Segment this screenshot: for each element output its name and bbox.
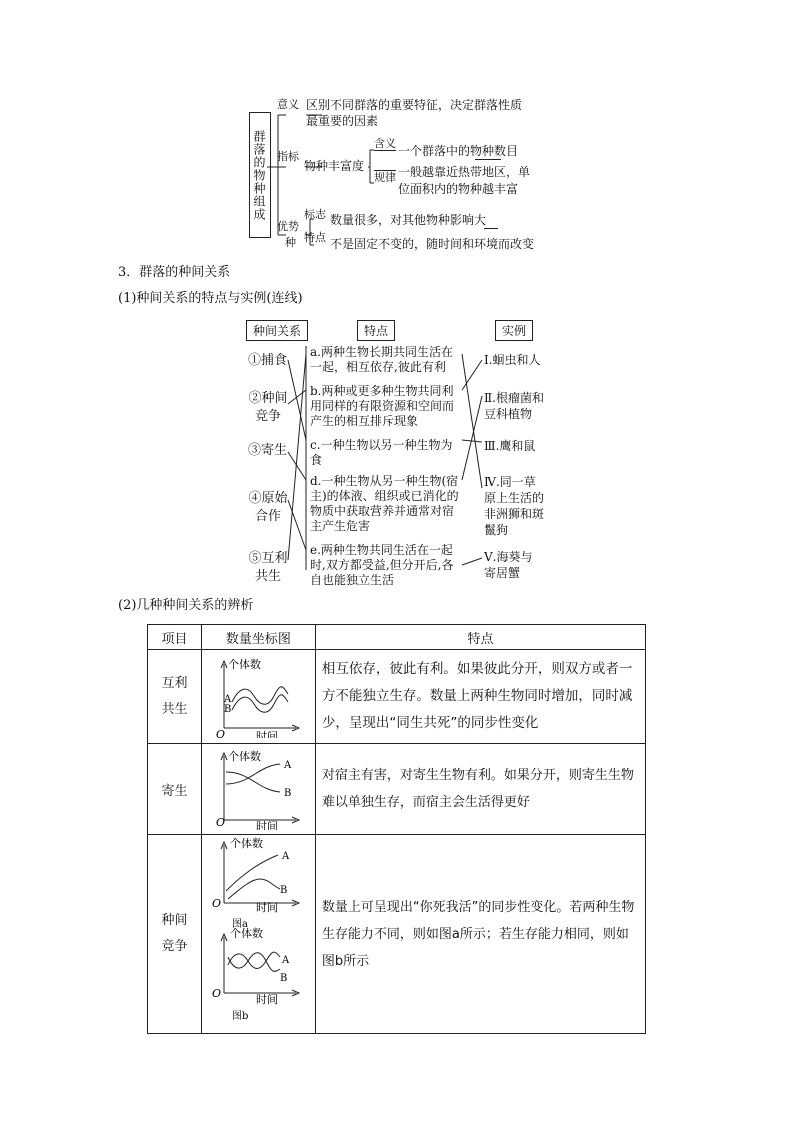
feature-text: 不是固定不变的，随时间和环境而改变 <box>330 237 535 251</box>
label-a: A <box>223 693 232 705</box>
yaxis-label: 个体数 <box>227 657 261 671</box>
competition-graphs <box>202 835 314 1029</box>
relation-3: ③寄生 <box>248 443 288 458</box>
xaxis-label: 时间 <box>255 901 278 914</box>
definition-text-2: 最重要的因素 <box>306 114 379 128</box>
example-5: Ⅴ.海葵与寄居蟹 <box>484 550 533 580</box>
graph-mutualism <box>201 650 315 744</box>
rule-tag: 规律 <box>374 171 396 184</box>
row-feature-mutualism: 相互依存，彼此有利。如果彼此分开，则双方或者一方不能独立生存。数量上两种生物同时增加，同时减少，呈现出“同生共死”的同步性变化 <box>315 650 645 744</box>
label-b: B <box>283 788 292 799</box>
feature-e: e.两种生物共同生活在一起时,双方都受益,但分开后,各自也能独立生活 <box>310 543 454 587</box>
label-a: A <box>283 760 292 771</box>
graph-parasitism <box>201 744 315 835</box>
row-feature-competition: 数量上可呈现出“你死我活”的同步性变化。若两种生物生存能力不同，则如图a所示；若生存能力相同，则如图b所示 <box>315 835 645 1034</box>
feature-b: b.两种或更多种生物共同利用同样的有限资源和空间而产生的相互排斥现象 <box>310 384 455 428</box>
sub1-title: (1)种间关系的特点与实例(连线) <box>118 291 303 306</box>
curve-a-fig-b <box>228 952 280 968</box>
table-header-row <box>148 625 646 650</box>
sub2-title: (2)几种种间关系的辨析 <box>118 598 254 613</box>
feature-c: c.一种生物以另一种生物为食 <box>310 438 453 467</box>
rule-text: 一般越靠近热带地区，单 <box>398 165 531 179</box>
table-row <box>148 744 646 835</box>
table-row <box>148 650 646 744</box>
table-row <box>148 835 646 1034</box>
relations-table <box>147 624 646 1034</box>
label-b: B <box>279 973 288 984</box>
section3-title: 3．群落的种间关系 <box>118 265 231 280</box>
dominant-tag-2: 种 <box>285 236 296 249</box>
indicator-tag: 指标 <box>277 150 299 163</box>
relation-2: ②种间竞争 <box>248 391 288 424</box>
graph-competition <box>201 835 315 1034</box>
definition-tag: 意义 <box>277 98 299 111</box>
parasitism-graph <box>202 744 314 830</box>
definition-text: 区别不同群落的重要特征，决定群落性质 <box>306 98 523 112</box>
sign-underline <box>484 228 498 229</box>
label-a: A <box>281 851 290 862</box>
label-b: B <box>223 703 232 715</box>
label-b: B <box>279 885 288 896</box>
matching-lines <box>240 340 560 590</box>
row-name-mutualism: 互利共生 <box>148 650 202 744</box>
sign-text: 数量很多，对其他物种影响大 <box>330 213 487 227</box>
meaning-tag: 含义 <box>374 137 396 150</box>
example-1: Ⅰ.蛔虫和人 <box>484 353 541 367</box>
feature-a: a.两种生物长期共同生活在一起，相互依存,彼此有利 <box>310 345 453 374</box>
origin-label: O <box>211 897 221 910</box>
col3-header: 实例 <box>495 320 533 341</box>
curve-b <box>232 694 288 712</box>
richness-label: 物种丰富度 <box>304 159 365 173</box>
row-name-parasitism: 寄生 <box>148 744 202 835</box>
feature-d: d.一种生物从另一种生物(宿主)的体液、组织或已消化的物质中获取营养并通常对宿主产生危害 <box>310 474 459 533</box>
row-name-competition: 种间竞争 <box>148 835 202 1034</box>
origin-label: O <box>211 987 221 1000</box>
row-feature-parasitism: 对宿主有害，对寄生生物有利。如果分开，则寄生生物难以单独生存，而宿主会生活得更好 <box>315 744 645 835</box>
relation-1: ①捕食 <box>248 353 288 368</box>
rule-text-2: 位面积内的物种越丰富 <box>398 182 519 196</box>
header-graph: 数量坐标图 <box>201 625 315 650</box>
fig-b-caption: 图b <box>231 1011 249 1022</box>
yaxis-label: 个体数 <box>229 927 263 940</box>
yaxis-label: 个体数 <box>227 750 261 763</box>
xaxis-label: 时间 <box>255 820 278 830</box>
xaxis-label: 时间 <box>255 729 278 738</box>
example-3: Ⅲ.鹰和鼠 <box>484 439 536 453</box>
sign-tag: 标志 <box>304 208 326 221</box>
fig-a-caption: 图a <box>231 919 248 930</box>
example-2: Ⅱ.根瘤菌和豆科植物 <box>484 391 544 421</box>
meaning-arrow <box>374 150 396 151</box>
mutualism-graph <box>202 652 314 738</box>
relation-4: ④原始合作 <box>248 491 288 524</box>
origin-label: O <box>215 816 225 829</box>
rule-arrow <box>374 170 396 171</box>
col1-header: 种间关系 <box>246 320 308 341</box>
feature-tag: 特点 <box>304 231 326 244</box>
relation-5: ⑤互利共生 <box>248 551 288 584</box>
curve-a-fig-a <box>226 855 278 891</box>
meaning-underline <box>475 159 501 160</box>
example-4: Ⅳ.同一草原上生活的非洲狮和斑鬣狗 <box>484 475 545 537</box>
xaxis-label: 时间 <box>255 993 278 1006</box>
header-item: 项目 <box>148 625 202 650</box>
col2-header: 特点 <box>357 320 395 341</box>
yaxis-label: 个体数 <box>229 837 263 850</box>
origin-label: O <box>215 727 225 738</box>
label-a: A <box>281 955 290 966</box>
dominant-tag: 优势 <box>277 220 299 233</box>
meaning-text: 一个群落中的物种数目 <box>398 144 519 158</box>
header-feature: 特点 <box>315 625 645 650</box>
curve-b-fig-b <box>228 953 280 972</box>
concept-root: 群落的物种组成 <box>249 112 271 238</box>
